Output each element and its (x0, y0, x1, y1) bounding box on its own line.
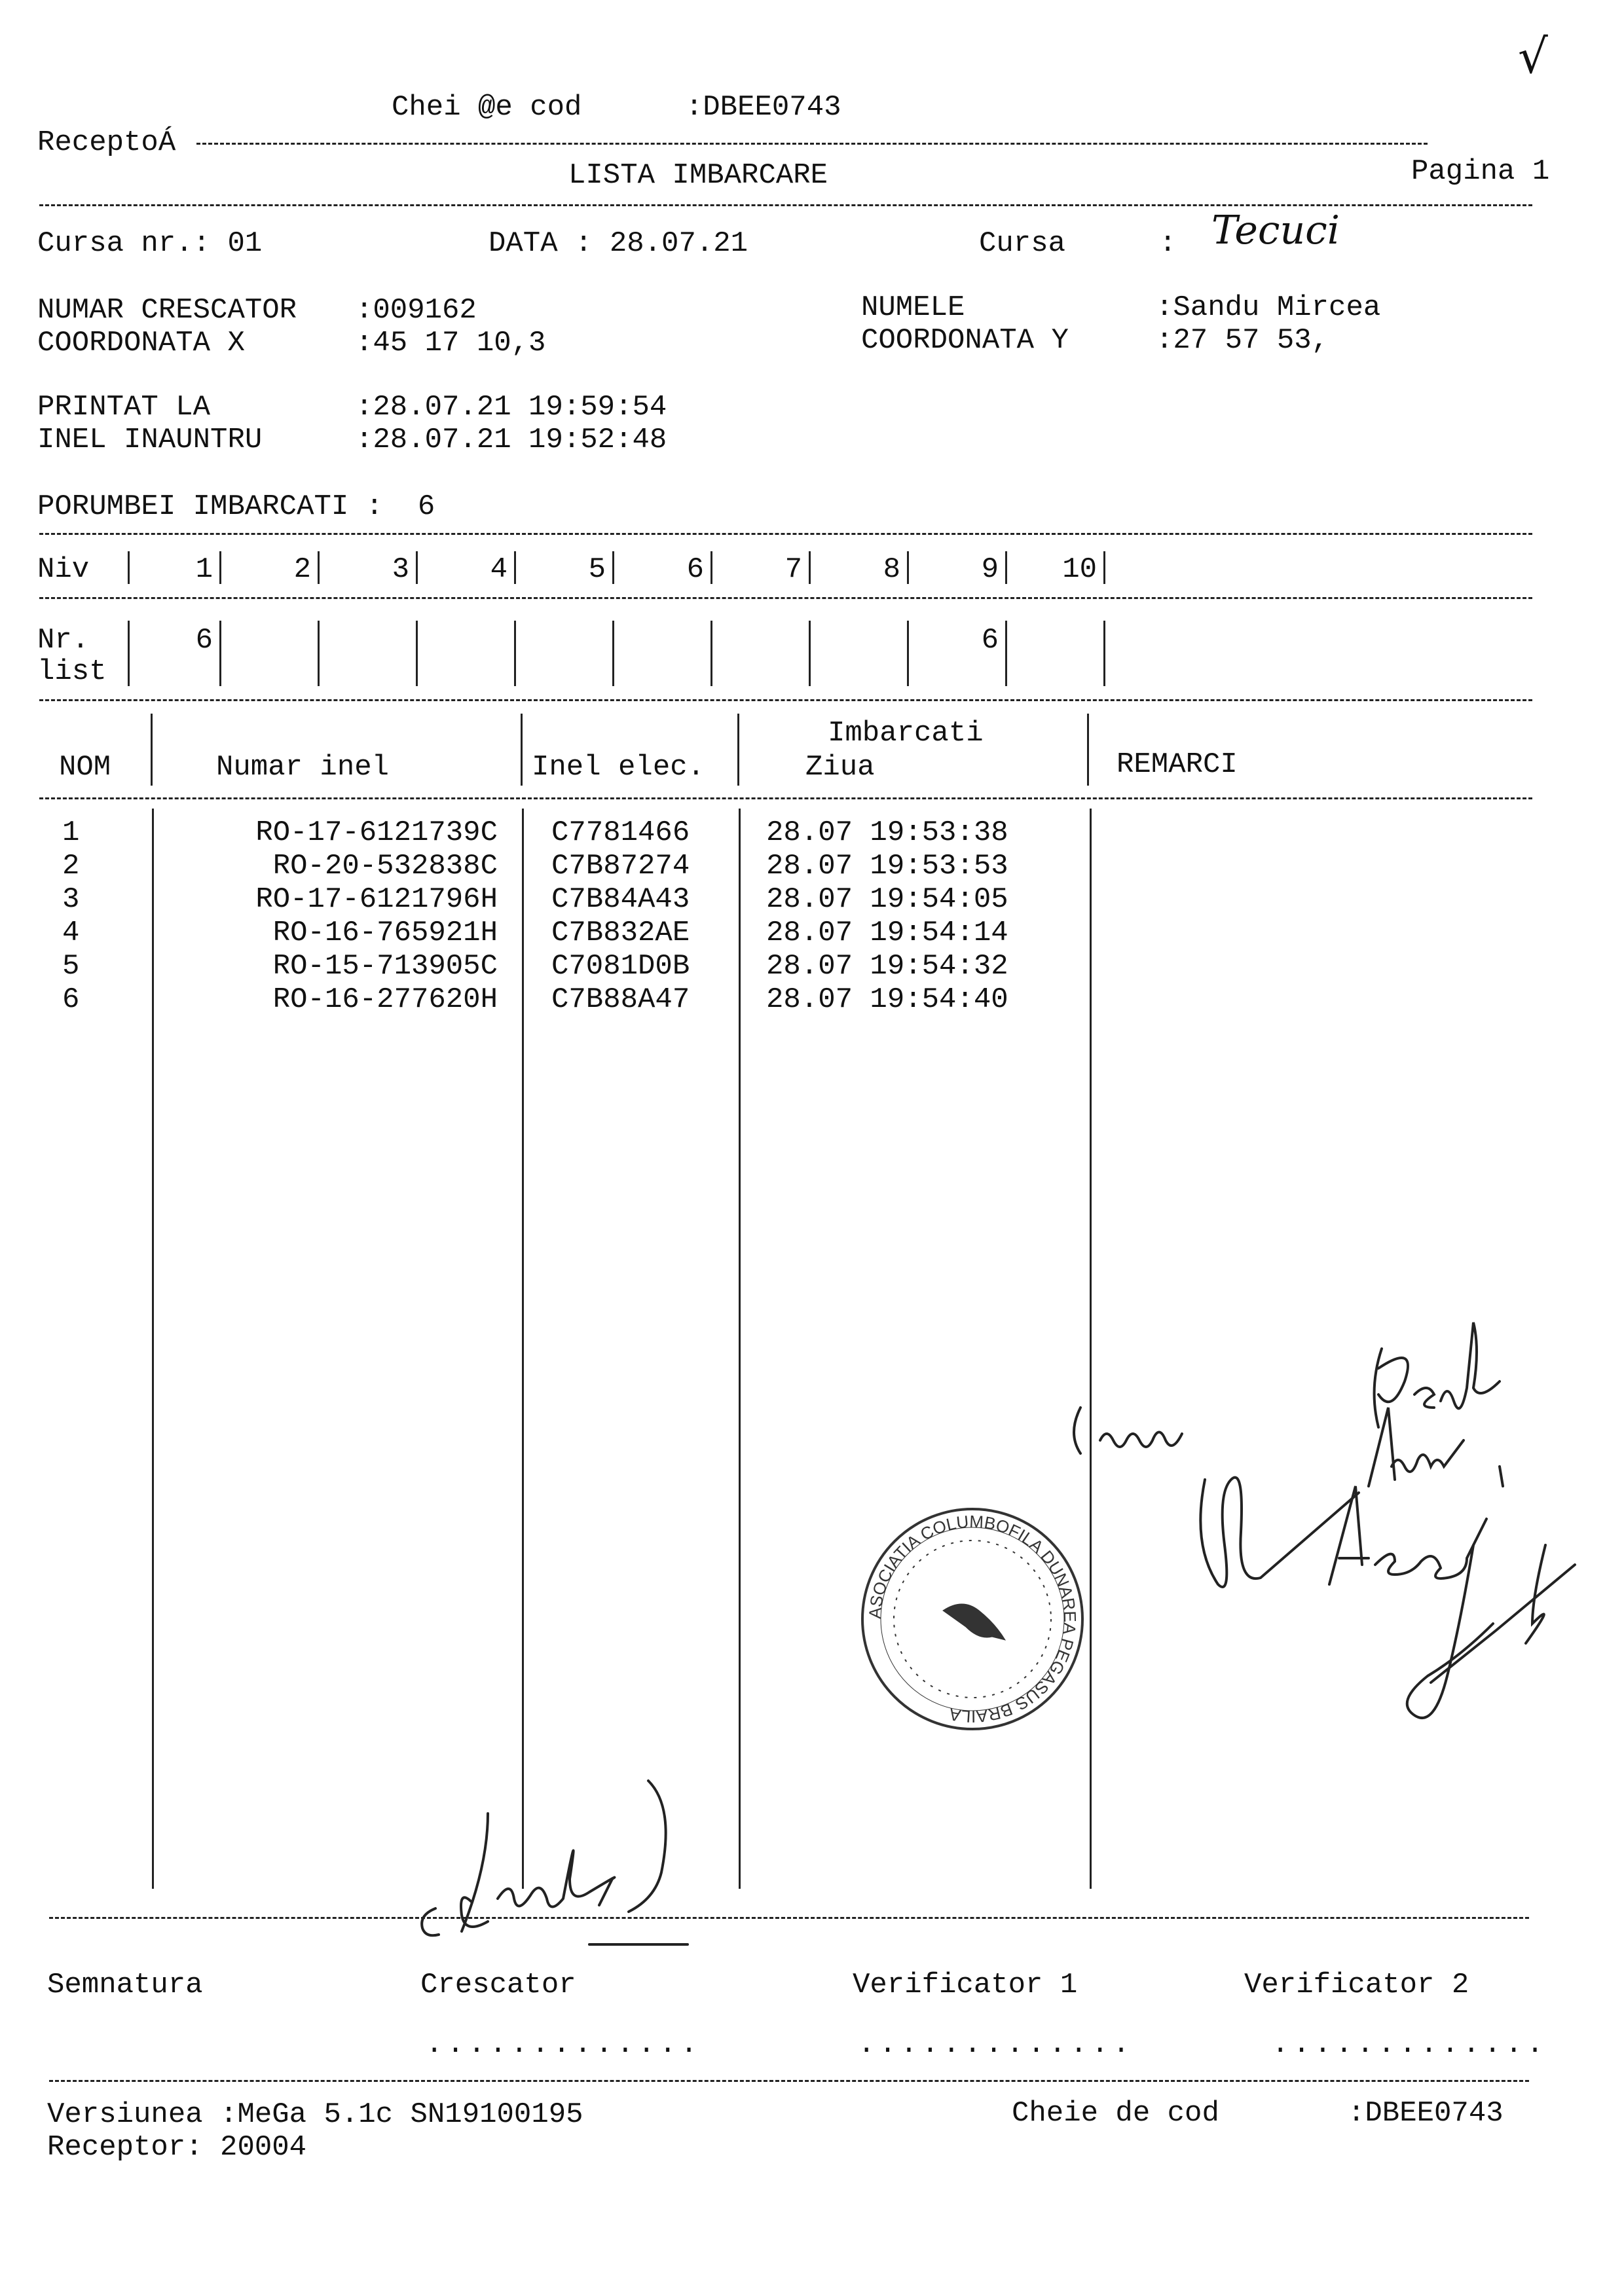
cursa-colon: : (1159, 227, 1177, 260)
row-numar-inel: RO-16-277620H (272, 983, 498, 1016)
row-inel-elec: C7B84A43 (551, 883, 690, 916)
level-number: 9 (981, 553, 999, 586)
divider (49, 1917, 1529, 1919)
niv-label: Niv (37, 553, 90, 586)
coord-y-label: COORDONATA Y (861, 324, 1069, 357)
cheie-value: :DBEE0743 (1348, 2097, 1504, 2130)
association-stamp (862, 1509, 1082, 1729)
level-number: 7 (784, 553, 802, 586)
porumbei-imbarcati: PORUMBEI IMBARCATI : 6 (37, 490, 435, 523)
row-ziua: 28.07 19:54:32 (766, 950, 1008, 983)
row-inel-elec: C7081D0B (551, 950, 690, 983)
page-number: Pagina 1 (1411, 155, 1550, 188)
signature-line-crescator: ............. (426, 2028, 702, 2061)
numar-crescator-label: NUMAR CRESCATOR (37, 294, 297, 327)
nr-list-label: Nr. (37, 624, 90, 657)
cursa-number: Cursa nr.: 01 (37, 227, 263, 260)
row-ziua: 28.07 19:54:14 (766, 917, 1008, 949)
crescator-label: Crescator (420, 1969, 576, 2001)
semnatura-label: Semnatura (47, 1969, 203, 2001)
level-number: 10 (1062, 553, 1097, 586)
row-ziua: 28.07 19:54:05 (766, 883, 1008, 916)
level-number: 8 (883, 553, 900, 586)
level-number: 2 (293, 553, 311, 586)
row-inel-elec: C7781466 (551, 816, 690, 849)
verificator-2-label: Verificator 2 (1244, 1969, 1469, 2001)
verifier-signatures (1074, 1322, 1575, 1718)
level-number: 6 (686, 553, 704, 586)
top-code-line: Chei @e cod :DBEE0743 (392, 91, 841, 124)
level-count: 6 (195, 624, 213, 657)
printat-value: :28.07.21 19:59:54 (356, 391, 667, 424)
col-header-numar-inel: Numar inel (216, 751, 390, 784)
level-number: 5 (588, 553, 606, 586)
versiunea: Versiunea :MeGa 5.1c SN19100195 (47, 2098, 583, 2131)
col-header-nom: NOM (59, 751, 111, 784)
level-count: 6 (981, 624, 999, 657)
row-ziua: 28.07 19:53:53 (766, 850, 1008, 883)
receptor-label: ReceptoÁ (37, 126, 176, 159)
row-nom: 1 (62, 816, 80, 849)
checkmark-mark: √ (1518, 29, 1548, 84)
signature-line-verificator-2: ............. (1272, 2028, 1548, 2061)
col-header-imbarcati: Imbarcati (828, 717, 984, 750)
row-nom: 6 (62, 983, 80, 1016)
row-numar-inel: RO-17-6121739C (255, 816, 498, 849)
cursa-handwritten: Tecuci (1211, 208, 1340, 253)
stamp-text: ASOCIATIA COLUMBOFILA DUNAREA PEGASUS BRAILA (864, 1511, 1080, 1727)
printat-label: PRINTAT LA (37, 391, 211, 424)
numele-label: NUMELE (861, 291, 965, 324)
row-inel-elec: C7B87274 (551, 850, 690, 883)
document-title: LISTA IMBARCARE (568, 159, 828, 192)
col-header-ziua: Ziua (805, 751, 875, 784)
col-header-inel-elec: Inel elec. (532, 751, 705, 784)
row-numar-inel: RO-16-765921H (272, 917, 498, 949)
receptor: Receptor: 20004 (47, 2131, 307, 2164)
numar-crescator-value: :009162 (356, 294, 477, 327)
numele-value: :Sandu Mircea (1156, 291, 1381, 324)
inel-inauntru-value: :28.07.21 19:52:48 (356, 424, 667, 456)
breeder-signature (422, 1781, 688, 1944)
row-nom: 2 (62, 850, 80, 883)
cheie-label: Cheie de cod (1012, 2097, 1219, 2130)
level-number: 3 (392, 553, 409, 586)
row-numar-inel: RO-15-713905C (272, 950, 498, 983)
divider (49, 2080, 1529, 2082)
row-numar-inel: RO-20-532838C (272, 850, 498, 883)
row-inel-elec: C7B832AE (551, 917, 690, 949)
signature-line-verificator-1: ............. (858, 2028, 1134, 2061)
coord-x-value: :45 17 10,3 (356, 327, 546, 359)
row-ziua: 28.07 19:53:38 (766, 816, 1008, 849)
row-numar-inel: RO-17-6121796H (255, 883, 498, 916)
row-inel-elec: C7B88A47 (551, 983, 690, 1016)
row-nom: 5 (62, 950, 80, 983)
verificator-1-label: Verificator 1 (853, 1969, 1078, 2001)
col-header-remarci: REMARCI (1116, 748, 1238, 781)
race-date: DATA : 28.07.21 (489, 227, 748, 260)
coord-y-value: :27 57 53, (1156, 324, 1329, 357)
inel-inauntru-label: INEL INAUNTRU (37, 424, 263, 456)
nr-list-label: list (37, 655, 107, 688)
cursa-label: Cursa (979, 227, 1066, 260)
row-nom: 3 (62, 883, 80, 916)
level-number: 1 (195, 553, 213, 586)
level-number: 4 (490, 553, 507, 586)
row-nom: 4 (62, 917, 80, 949)
coord-x-label: COORDONATA X (37, 327, 245, 359)
row-ziua: 28.07 19:54:40 (766, 983, 1008, 1016)
